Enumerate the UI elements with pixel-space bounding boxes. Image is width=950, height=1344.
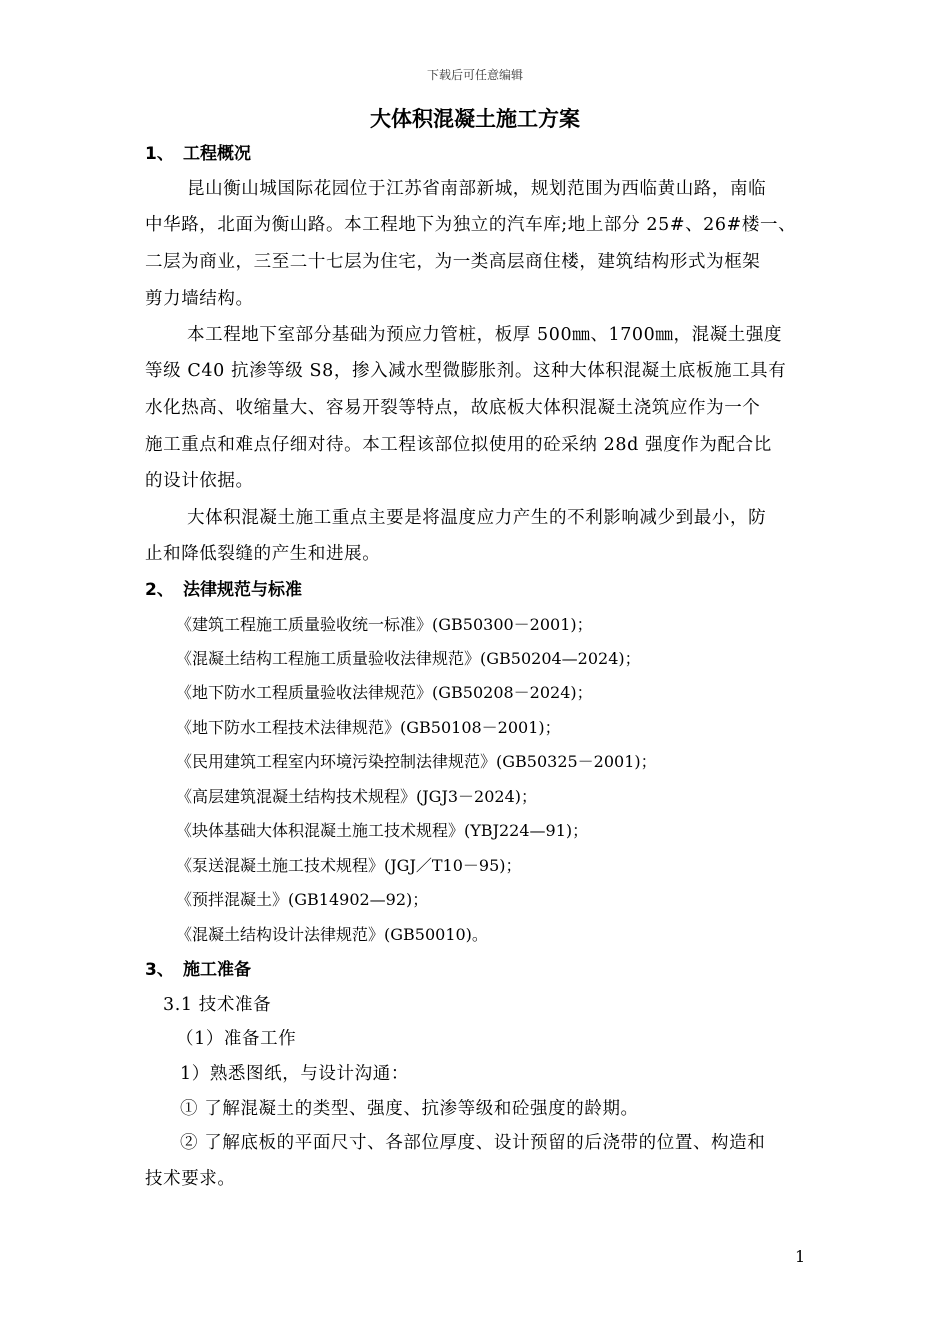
subsection-3-1: 3.1 技术准备 — [163, 995, 272, 1015]
reference-item: 《建筑工程施工质量验收统一标准》(GB50300－2001)； — [176, 615, 593, 634]
prep-item-3-line-2: 技术要求。 — [145, 1169, 236, 1189]
section-1-para-1-line-3: 二层为商业，三至二十七层为住宅，为一类高层商住楼，建筑结构形式为框架 — [145, 252, 761, 272]
subsection-preparation: （1）准备工作 — [176, 1029, 297, 1049]
reference-item: 《地下防水工程技术法律规范》(GB50108－2001)； — [176, 718, 561, 737]
section-2-number: 2、 — [145, 580, 174, 600]
header-note: 下载后可任意编辑 — [426, 68, 523, 82]
reference-item: 《混凝土结构设计法律规范》(GB50010)。 — [176, 925, 488, 944]
section-1-para-1-line-2: 中华路，北面为衡山路。本工程地下为独立的汽车库;地上部分 25#、26#楼一、 — [145, 215, 797, 235]
section-1-para-2-line-5: 的设计依据。 — [145, 471, 254, 491]
prep-item-2: ① 了解混凝土的类型、强度、抗渗等级和砼强度的龄期。 — [180, 1099, 639, 1119]
section-3-title: 施工准备 — [183, 960, 251, 980]
section-1-para-2-line-1: 本工程地下室部分基础为预应力管桩，板厚 500㎜、1700㎜，混凝土强度 — [187, 325, 783, 345]
reference-item: 《混凝土结构工程施工质量验收法律规范》(GB50204—2024)； — [176, 649, 641, 668]
section-2-title: 法律规范与标准 — [183, 580, 302, 600]
reference-item: 《泵送混凝土施工技术规程》(JGJ／T10－95)； — [176, 856, 522, 875]
document-title: 大体积混凝土施工方案 — [370, 107, 580, 131]
reference-item: 《高层建筑混凝土结构技术规程》(JGJ3－2024)； — [176, 787, 537, 806]
reference-item: 《民用建筑工程室内环境污染控制法律规范》(GB50325－2001)； — [176, 752, 657, 771]
section-1-para-1-line-4: 剪力墙结构。 — [145, 289, 254, 309]
prep-item-1: 1）熟悉图纸，与设计沟通： — [180, 1064, 409, 1084]
prep-item-3-line-1: ② 了解底板的平面尺寸、各部位厚度、设计预留的后浇带的位置、构造和 — [180, 1133, 766, 1153]
reference-item: 《块体基础大体积混凝土施工技术规程》(YBJ224—91)； — [176, 821, 589, 840]
section-1-para-3-line-2: 止和降低裂缝的产生和进展。 — [145, 544, 381, 564]
section-1-title: 工程概况 — [183, 144, 251, 164]
section-1-para-2-line-3: 水化热高、收缩量大、容易开裂等特点，故底板大体积混凝土浇筑应作为一个 — [145, 398, 761, 418]
section-3-heading — [145, 958, 251, 982]
section-1-para-1-line-1: 昆山衡山城国际花园位于江苏省南部新城，规划范围为西临黄山路，南临 — [187, 179, 767, 199]
section-1-para-2-line-2: 等级 C40 抗渗等级 S8，掺入减水型微膨胀剂。这种大体积混凝土底板施工具有 — [145, 361, 787, 381]
reference-item: 《地下防水工程质量验收法律规范》(GB50208－2024)； — [176, 683, 593, 702]
section-1-para-3-line-1: 大体积混凝土施工重点主要是将温度应力产生的不利影响减少到最小，防 — [187, 508, 767, 528]
section-1-para-2-line-4: 施工重点和难点仔细对待。本工程该部位拟使用的砼采纳 28d 强度作为配合比 — [145, 435, 772, 455]
reference-item: 《预拌混凝土》(GB14902—92)； — [176, 890, 429, 909]
page-number: 1 — [795, 1247, 806, 1266]
section-2-heading — [145, 578, 302, 602]
section-3-number: 3、 — [145, 960, 174, 980]
section-1-number: 1、 — [145, 144, 174, 164]
section-1-heading — [145, 142, 251, 166]
